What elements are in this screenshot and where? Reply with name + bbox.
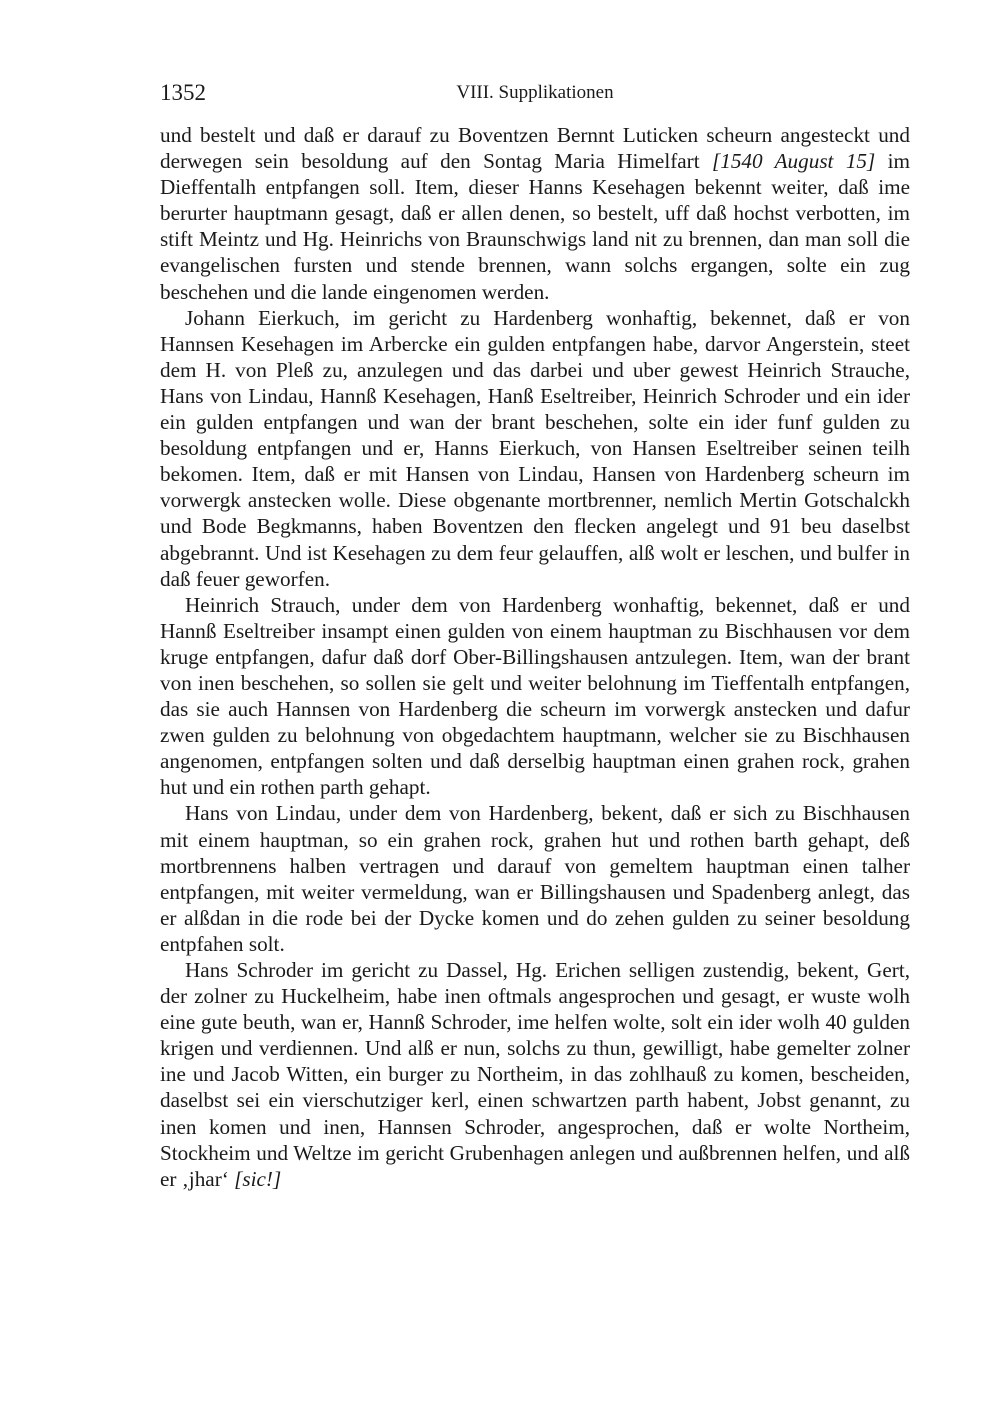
main-text [160,122,910,1192]
paragraph-5-text: Hans Schroder im gericht zu Dassel, Hg. Erichen selligen zustendig, bekent, Gert, der zolner zu Huckelheim, habe inen oftmals angesprochen und gesagt, er wuste wolh eine gute beuth, wan er, Hannß Schroder, ime helfen wolte, solt ein ider wolh 40 gulden krigen und verdiennen. Und alß er nun, solchs zu thun, gewilligt, habe gemelter zolner ine und Jacob Witten, ein burger zu Northeim, in das zohlhauß zu komen, bescheiden, daselbst sei ein vierschutziger kerl, einen schwartzen parth habent, Jobst genannt, zu inen komen und inen, Hannsen Schroder, angesprochen, daß er wolte Northeim, Stockheim und Weltze im gericht Grubenhagen anlegen und außbrennen helfen, und alß er ‚jhar‘ [160,958,910,1191]
paragraph-2: Johann Eierkuch, im gericht zu Hardenberg wonhaftig, bekennet, daß er von Hannsen Kesehagen im Arbercke ein gulden entpfangen habe, darvor Angerstein, steet dem H. von Pleß zu, anzulegen und das darbei und uber gewest Heinrich Strauche, Hans von Lindau, Hannß Kesehagen, Hanß Eseltreiber, Heinrich Schroder und ein ider ein gulden entpfangen und wan der brant beschehen, solte ein ider funf gulden zu besoldung entpfangen und er, Hanns Eierkuch, von Hansen Eseltreiber seinen teilh bekomen. Item, daß er mit Hansen von Lindau, Hansen von Hardenberg scheurn im vorwergk anstecken wolle. Diese obgenante mortbrenner, nemlich Mertin Gotschalckh und Bode Begkmanns, haben Boventzen den flecken angelegt und 91 beu daselbst abgebrannt. Und ist Kesehagen zu dem feur gelauffen, alß wolt er leschen, und bulfer in daß feuer geworfen. [160,305,910,591]
page-number: 1352 [160,80,206,105]
paragraph-1-text-b: im Dieffentalh entpfangen soll. Item, dieser Hanns Kesehagen bekennt weiter, daß ime berurter hauptmann gesagt, daß er allen denen, so bestelt, uff daß hochst verbotten, im stift Meintz und Hg. Heinrichs von Braunschwigs land nit zu brennen, dan man soll die evangelischen fursten und stende brennen, wann solchs ergangen, solte ein zug beschehen und die lande eingenomen werden. [160,149,910,304]
paragraph-3: Heinrich Strauch, under dem von Hardenberg wonhaftig, bekennet, daß er und Hannß Eseltreiber insampt einen gulden von einem hauptman zu Bischhausen vor dem kruge entpfangen, dafur daß dorf Ober-Billingshausen antzulegen. Item, wan der brant von inen beschehen, so sollen sie gelt und weiter belohnung im Tieffentalh entpfangen, das sie auch Hannsen von Hardenberg die scheurn im vorwergk anstecken und dafur zwen gulden zu belohnung von obgedachtem hauptmann, welcher sie zu Bischhausen angenomen, entpfangen solten und daß derselbig hauptman einen grahen rock, grahen hut und ein rothen parth gehapt. [160,592,910,800]
paragraph-1-text-a: und bestelt und daß er darauf zu Boventzen Bernnt Luticken scheurn angesteckt und derwegen sein besoldung auf den Sontag Maria Himelfart [160,123,910,174]
paragraph-1 [160,122,910,305]
editorial-date-note: [1540 August 15] [711,149,876,174]
paragraph-5 [160,957,910,1192]
editorial-sic-note: [sic!] [234,1166,282,1191]
paragraph-4: Hans von Lindau, under dem von Hardenberg, bekent, daß er sich zu Bischhausen mit einem hauptman, so ein grahen rock, grahen hut und rothen barth gehapt, deß mortbrennens halben vertragen und darauf von gemeltem hauptman einen talher entpfangen, mit weiter vermeldung, wan er Billingshausen und Spadenberg anlegt, das er alßdan in die rode bei der Dycke komen und do zehen gulden zu seiner besoldung entpfahen solt. [160,801,910,956]
page-header [160,80,910,110]
running-title: VIII. Supplikationen [456,82,614,103]
